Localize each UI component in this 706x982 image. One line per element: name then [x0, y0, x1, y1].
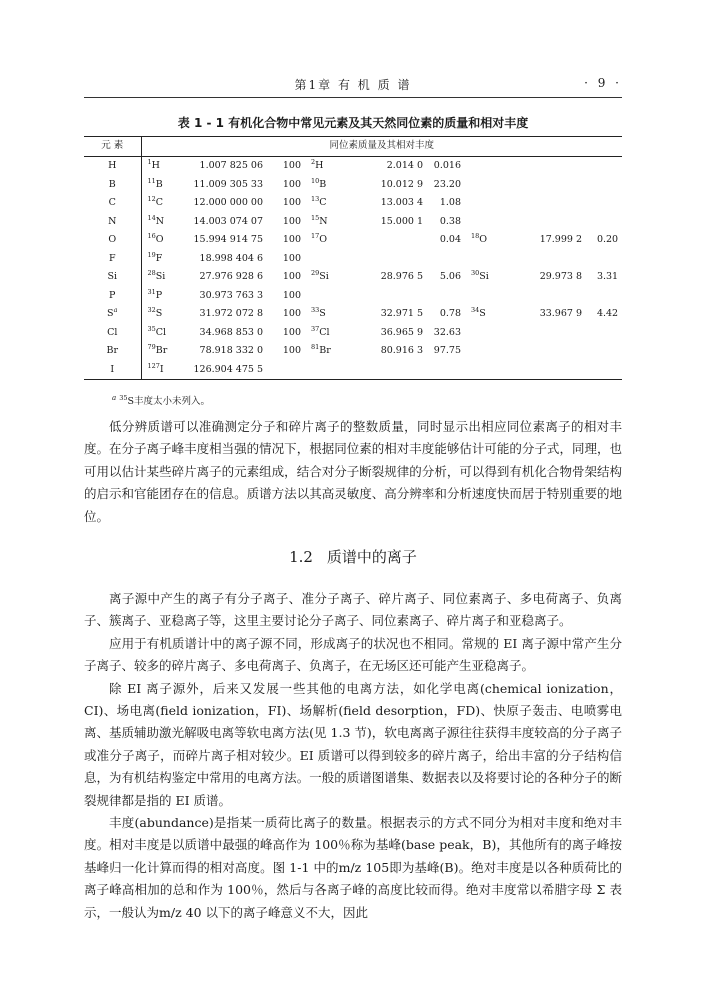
- table-row: [84, 324, 622, 343]
- isotope-symbol-cell: [465, 361, 495, 380]
- isotope-abundance-cell: 100: [282, 160, 301, 171]
- chapter-title: 第1章 有 机 质 谱: [294, 78, 412, 92]
- isotope-symbol-cell: $^{15}$N: [311, 213, 328, 227]
- isotope-symbol-cell: $^{127}$I: [147, 361, 164, 375]
- isotope-symbol-cell: $^{37}$Cl: [311, 324, 330, 338]
- section-heading: [84, 546, 622, 567]
- isotope-mass-cell: 30.973 763 3: [199, 289, 263, 301]
- isotope-mass-cell: [495, 213, 588, 232]
- isotope-abundance-cell: 100: [282, 252, 301, 264]
- element-cell: F: [84, 250, 141, 269]
- isotope-symbol-cell: $^{19}$F: [147, 250, 163, 264]
- isotope-mass-cell: [495, 157, 588, 176]
- paragraph: 应用于有机质谱计中的离子源不同，形成离子的状况也不相同。常规的 EI 离子源中常产生分子离子、较多的碎片离子、多电荷离子、负离子，在无场区还可能产生亚稳离子。: [84, 635, 622, 674]
- table-header-row: [84, 137, 622, 157]
- isotope-abundance-cell: 100: [282, 308, 301, 319]
- element-cell: B: [84, 176, 141, 195]
- element-cell: $S^a$: [84, 305, 141, 324]
- isotope-mass-cell: 78.918 332 0: [199, 345, 263, 356]
- isotope-abundance-cell: 100: [282, 345, 301, 356]
- footnote-text: 丰度太小未列入。: [134, 396, 211, 407]
- isotope-symbol-cell: [305, 287, 335, 306]
- isotope-mass-cell: [495, 324, 588, 343]
- isotope-symbol-cell: [465, 287, 495, 306]
- isotope-symbol-cell: [465, 250, 495, 269]
- isotope-symbol-cell: [465, 213, 495, 232]
- isotope-mass-cell: 32.971 5: [380, 308, 423, 319]
- table-row: [84, 287, 622, 306]
- isotope-abundance-cell: 23.20: [433, 178, 461, 190]
- isotope-abundance-cell: 100: [282, 326, 301, 338]
- element-cell: O: [84, 231, 141, 250]
- isotope-column-header: 同位素质量及其相对丰度: [329, 140, 435, 152]
- isotope-symbol-cell: [465, 324, 495, 343]
- isotope-symbol-cell: $^{29}$Si: [311, 268, 329, 282]
- isotope-mass-cell: [335, 250, 429, 269]
- isotope-mass-cell: [495, 287, 588, 306]
- isotope-mass-cell: 13.003 4: [380, 197, 423, 208]
- isotope-abundance-cell: 100: [282, 234, 301, 245]
- table-row: [84, 250, 622, 269]
- isotope-abundance-cell: 100: [282, 271, 301, 282]
- element-cell: I: [84, 361, 141, 380]
- isotope-mass-cell: [495, 176, 588, 195]
- isotope-symbol-cell: $^{30}$Si: [471, 268, 489, 282]
- header-rule: [84, 97, 622, 98]
- isotope-mass-cell: 27.976 928 6: [199, 271, 263, 282]
- table-row: [84, 231, 622, 250]
- paragraph: 离子源中产生的离子有分子离子、准分子离子、碎片离子、同位素离子、多电荷离子、负离子、簇离子、亚稳离子等，这里主要讨论分子离子、同位素离子、碎片离子和亚稳离子。: [84, 591, 622, 629]
- isotope-mass-cell: [495, 342, 588, 361]
- table-row: [84, 176, 622, 195]
- isotope-symbol-cell: [465, 342, 495, 361]
- isotope-mass-cell: [495, 250, 588, 269]
- element-column-header: 元 素: [84, 137, 141, 157]
- isotope-mass-cell: 126.904 475 5: [193, 363, 263, 375]
- isotope-abundance-cell: 0.016: [433, 160, 461, 171]
- isotope-abundance-cell: 100: [282, 215, 301, 227]
- isotope-abundance-cell: [269, 361, 305, 380]
- paragraph: 低分辨质谱可以准确测定分子和碎片离子的整数质量，同时显示出相应同位素离子的相对丰度。在分子离子峰丰度相当强的情况下，根据同位素的相对丰度能够估计可能的分子式，同理，也可用以估计某些碎片离子的元素组成，结合对分子断裂规律的分析，可以得到有机化合物骨架结构的启示和官能团存在的信息。质谱方法以其高灵敏度、高分辨率和分析速度快而居于特别重要的地位。: [84, 419, 622, 524]
- isotope-symbol-cell: $^{12}$C: [147, 194, 164, 208]
- isotope-symbol-cell: $^{28}$Si: [147, 268, 166, 282]
- isotope-abundance-cell: 5.06: [439, 271, 461, 282]
- isotope-mass-cell: 36.965 9: [380, 326, 423, 338]
- isotope-mass-cell: [495, 361, 588, 380]
- footnote-isotope-symbol: S: [127, 396, 135, 407]
- isotope-symbol-cell: $^{32}$S: [147, 305, 163, 319]
- isotope-abundance-cell: 0.38: [439, 215, 461, 227]
- isotope-abundance-cell: [588, 361, 622, 380]
- isotope-mass-cell: 33.967 9: [539, 308, 582, 319]
- isotope-symbol-cell: $^{17}$O: [311, 231, 328, 245]
- isotope-abundance-cell: [588, 157, 622, 176]
- isotope-abundance-cell: 0.78: [439, 308, 461, 319]
- isotope-table: [84, 136, 622, 380]
- isotope-abundance-cell: [588, 250, 622, 269]
- isotope-symbol-cell: [305, 250, 335, 269]
- isotope-symbol-cell: $^{33}$S: [311, 305, 326, 319]
- isotope-symbol-cell: [465, 157, 495, 176]
- isotope-mass-cell: 18.998 404 6: [199, 252, 263, 264]
- isotope-abundance-cell: 1.08: [439, 197, 461, 208]
- isotope-mass-cell: 2.014 0: [386, 160, 423, 171]
- isotope-symbol-cell: $^{81}$Br: [311, 342, 331, 356]
- isotope-abundance-cell: [429, 287, 465, 306]
- isotope-symbol-cell: $^{18}$O: [471, 231, 488, 245]
- table-caption: 表 1 - 1 有机化合物中常见元素及其天然同位素的质量和相对丰度: [177, 116, 529, 130]
- table-row: [84, 213, 622, 232]
- isotope-mass-cell: 17.999 2: [539, 234, 582, 245]
- isotope-abundance-cell: 32.63: [433, 326, 461, 338]
- table-row: [84, 157, 622, 176]
- isotope-abundance-cell: 0.20: [596, 234, 619, 245]
- isotope-symbol-cell: $^{35}$Cl: [147, 324, 167, 338]
- isotope-mass-cell: [335, 361, 429, 380]
- isotope-abundance-cell: 4.42: [596, 308, 619, 319]
- isotope-symbol-cell: $^{79}$Br: [147, 342, 168, 356]
- isotope-abundance-cell: 0.04: [439, 234, 461, 245]
- isotope-symbol-cell: $^2$H: [311, 157, 324, 171]
- table-row: [84, 361, 622, 380]
- isotope-symbol-cell: $^{16}$O: [147, 231, 164, 245]
- isotope-abundance-cell: [588, 324, 622, 343]
- isotope-abundance-cell: [588, 342, 622, 361]
- isotope-mass-cell: [335, 231, 429, 250]
- section-number: 1.2: [289, 548, 313, 566]
- isotope-abundance-cell: 3.31: [596, 271, 619, 282]
- isotope-mass-cell: 31.972 072 8: [199, 308, 263, 319]
- isotope-abundance-cell: [588, 213, 622, 232]
- isotope-symbol-cell: $^1$H: [147, 157, 160, 171]
- isotope-mass-cell: 34.968 853 0: [199, 326, 263, 338]
- isotope-symbol-cell: $^{13}$C: [311, 194, 327, 208]
- isotope-mass-cell: 11.009 305 33: [193, 178, 263, 190]
- isotope-abundance-cell: 97.75: [433, 345, 461, 356]
- isotope-mass-cell: 80.916 3: [380, 345, 423, 356]
- isotope-abundance-cell: [429, 250, 465, 269]
- isotope-symbol-cell: $^{10}$B: [311, 176, 327, 190]
- table-row: [84, 268, 622, 287]
- table-row: [84, 305, 622, 324]
- isotope-mass-cell: 15.000 1: [380, 215, 423, 227]
- isotope-abundance-cell: [429, 361, 465, 380]
- isotope-abundance-cell: [588, 194, 622, 213]
- element-cell: P: [84, 287, 141, 306]
- isotope-mass-cell: 29.973 8: [539, 271, 582, 282]
- isotope-symbol-cell: $^{31}$P: [147, 287, 163, 301]
- isotope-abundance-cell: [588, 176, 622, 195]
- footnote-isotope-mass: 35: [119, 393, 128, 402]
- page-number: · 9 ·: [584, 76, 622, 90]
- table-row: [84, 342, 622, 361]
- element-cell: Si: [84, 268, 141, 287]
- isotope-mass-cell: [495, 194, 588, 213]
- table-footnote: [112, 393, 210, 407]
- isotope-mass-cell: 1.007 825 06: [199, 160, 263, 171]
- isotope-abundance-cell: 100: [282, 289, 301, 301]
- isotope-abundance-cell: [588, 287, 622, 306]
- isotope-mass-cell: 14.003 074 07: [193, 215, 263, 227]
- isotope-symbol-cell: [305, 361, 335, 380]
- table-row: [84, 194, 622, 213]
- isotope-symbol-cell: $^{34}$S: [471, 305, 486, 319]
- isotope-abundance-cell: 100: [282, 197, 301, 208]
- isotope-symbol-cell: [465, 176, 495, 195]
- footnote-mark: a: [112, 393, 117, 402]
- paragraph: 丰度(abundance)是指某一质荷比离子的数量。根据表示的方式不同分为相对丰度和绝对丰度。相对丰度是以质谱中最强的峰高作为 100％称为基峰(base peak，B)，其他所有的离子峰按基峰归一化计算而得的相对高度。图 1-1 中的m/z 105即为基峰(B)。绝对丰度是以各种质荷比的离子峰高相加的总和作为 100％，然后与各离子峰的高度比较而得。绝对丰度常以希腊字母 Σ 表示，一般认为m/z 40 以下的离子峰意义不大，因此: [84, 815, 622, 920]
- isotope-mass-cell: 10.012 9: [380, 178, 423, 190]
- running-header: [84, 76, 622, 96]
- isotope-mass-cell: 15.994 914 75: [193, 234, 263, 245]
- element-cell: H: [84, 157, 141, 176]
- paragraph: 除 EI 离子源外，后来又发展一些其他的电离方法，如化学电离(chemical ionization，CI)、场电离(field ionization，FI)、场解析(field desorption，FD)、快原子轰击、电喷雾电离、基质辅助激光解吸电离等软电离方法(见 1.3 节)，软电离离子源往往获得丰度较高的分子离子或准分子离子，而碎片离子相对较少。EI 质谱可以得到较多的碎片离子，给出丰富的分子结构信息，为有机结构鉴定中常用的电离方法。一般的质谱图谱集、数据表以及将要讨论的各种分子的断裂规律都是指的 EI 质谱。: [84, 680, 622, 808]
- isotope-symbol-cell: $^{11}$B: [147, 176, 163, 190]
- isotope-mass-cell: 28.976 5: [380, 271, 423, 282]
- isotope-symbol-cell: [465, 194, 495, 213]
- element-cell: N: [84, 213, 141, 232]
- isotope-abundance-cell: 100: [282, 178, 301, 190]
- element-cell: C: [84, 194, 141, 213]
- section-title: 质谱中的离子: [326, 548, 417, 566]
- isotope-mass-cell: [335, 287, 429, 306]
- isotope-mass-cell: 12.000 000 00: [193, 197, 263, 208]
- element-cell: Cl: [84, 324, 141, 343]
- isotope-symbol-cell: $^{14}$N: [147, 213, 165, 227]
- element-cell: Br: [84, 342, 141, 361]
